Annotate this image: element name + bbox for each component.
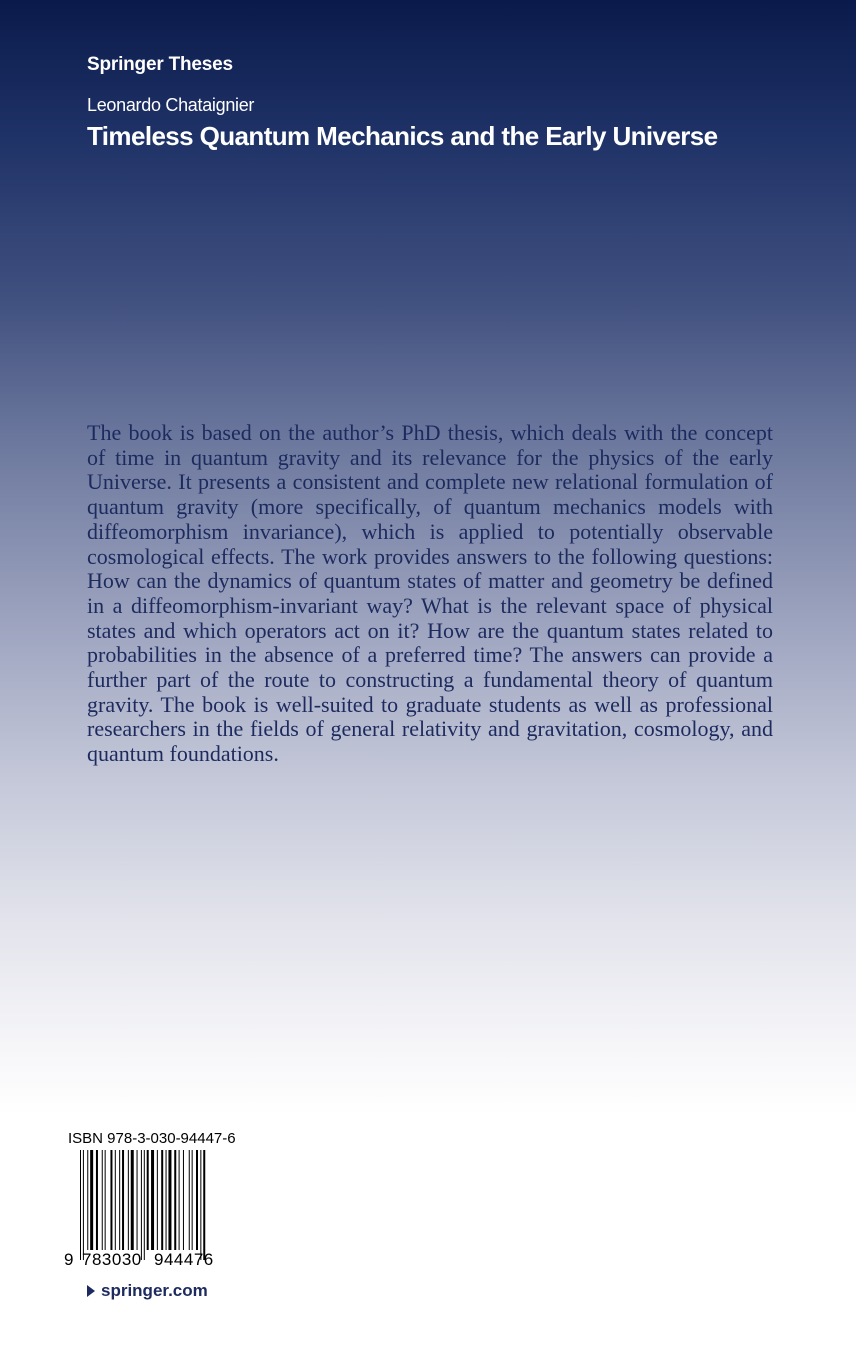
barcode-bar xyxy=(196,1150,198,1250)
barcode-bar xyxy=(83,1150,84,1260)
barcode-bar xyxy=(115,1150,116,1250)
barcode-bar xyxy=(96,1150,98,1250)
barcode-bar xyxy=(161,1150,163,1250)
barcode-bar xyxy=(128,1150,129,1250)
barcode-bar xyxy=(174,1150,176,1250)
barcode-bar xyxy=(166,1150,167,1250)
barcode-image xyxy=(60,1128,240,1273)
barcode-bar xyxy=(192,1150,193,1250)
barcode-bar xyxy=(141,1150,142,1260)
springer-link[interactable] xyxy=(87,1281,208,1301)
barcode-lead-digit: 9 xyxy=(64,1250,74,1269)
barcode-bar xyxy=(119,1150,120,1250)
book-title: Timeless Quantum Mechanics and the Early Universe xyxy=(87,121,718,151)
barcode-bar xyxy=(137,1150,138,1250)
barcode-digits-right: 944476 xyxy=(154,1250,214,1269)
barcode-bar xyxy=(105,1150,106,1250)
barcode-bar xyxy=(110,1150,112,1250)
barcode-bar xyxy=(189,1150,190,1250)
springer-link-text: springer.com xyxy=(101,1281,208,1300)
barcode-bar xyxy=(203,1150,205,1260)
barcode-bar xyxy=(102,1150,103,1250)
barcode-bar xyxy=(179,1150,180,1250)
barcode-bar xyxy=(87,1150,88,1250)
triangle-right-icon xyxy=(87,1285,95,1297)
barcode-digits-left: 783030 xyxy=(82,1250,142,1269)
barcode-bar xyxy=(168,1150,171,1250)
barcode-bar xyxy=(157,1150,158,1250)
book-description: The book is based on the author’s PhD thesis, which deals with the concept of time in quantum gravity and its relevance for the physics of the early Universe. It presents a consistent and complete new relational formulation of quantum gravity (more specifically, of quantum mechanics models with diffeomorphism invariance), which is applied to potentially observable cosmological effects. The work provides answers to the following questions: How can the dynamics of quantum states of matter and geometry be defined in a diffeomorphism-invariant way? What is the relevant space of physical states and which operators act on it? How are the quantum states related to probabilities in the absence of a preferred time? The answers can provide a further part of the route to constructing a fundamental theory of quantum gravity. The book is well-suited to graduate students as well as professional researchers in the fields of general relativity and gravitation, cosmology, and quantum foundations. xyxy=(87,420,773,767)
barcode-bar xyxy=(183,1150,184,1250)
series-name: Springer Theses xyxy=(87,54,233,75)
isbn-label: ISBN 978-3-030-94447-6 xyxy=(68,1130,236,1147)
barcode-bar xyxy=(80,1150,81,1260)
barcode-block xyxy=(60,1128,240,1273)
barcode-bar xyxy=(200,1150,201,1260)
barcode-bar xyxy=(147,1150,149,1250)
barcode-bar xyxy=(131,1150,134,1250)
barcode-bar xyxy=(122,1150,124,1250)
barcode-bar xyxy=(144,1150,145,1260)
barcode-bar xyxy=(90,1150,93,1250)
barcode-bar xyxy=(151,1150,154,1250)
author-name: Leonardo Chataignier xyxy=(87,95,255,115)
